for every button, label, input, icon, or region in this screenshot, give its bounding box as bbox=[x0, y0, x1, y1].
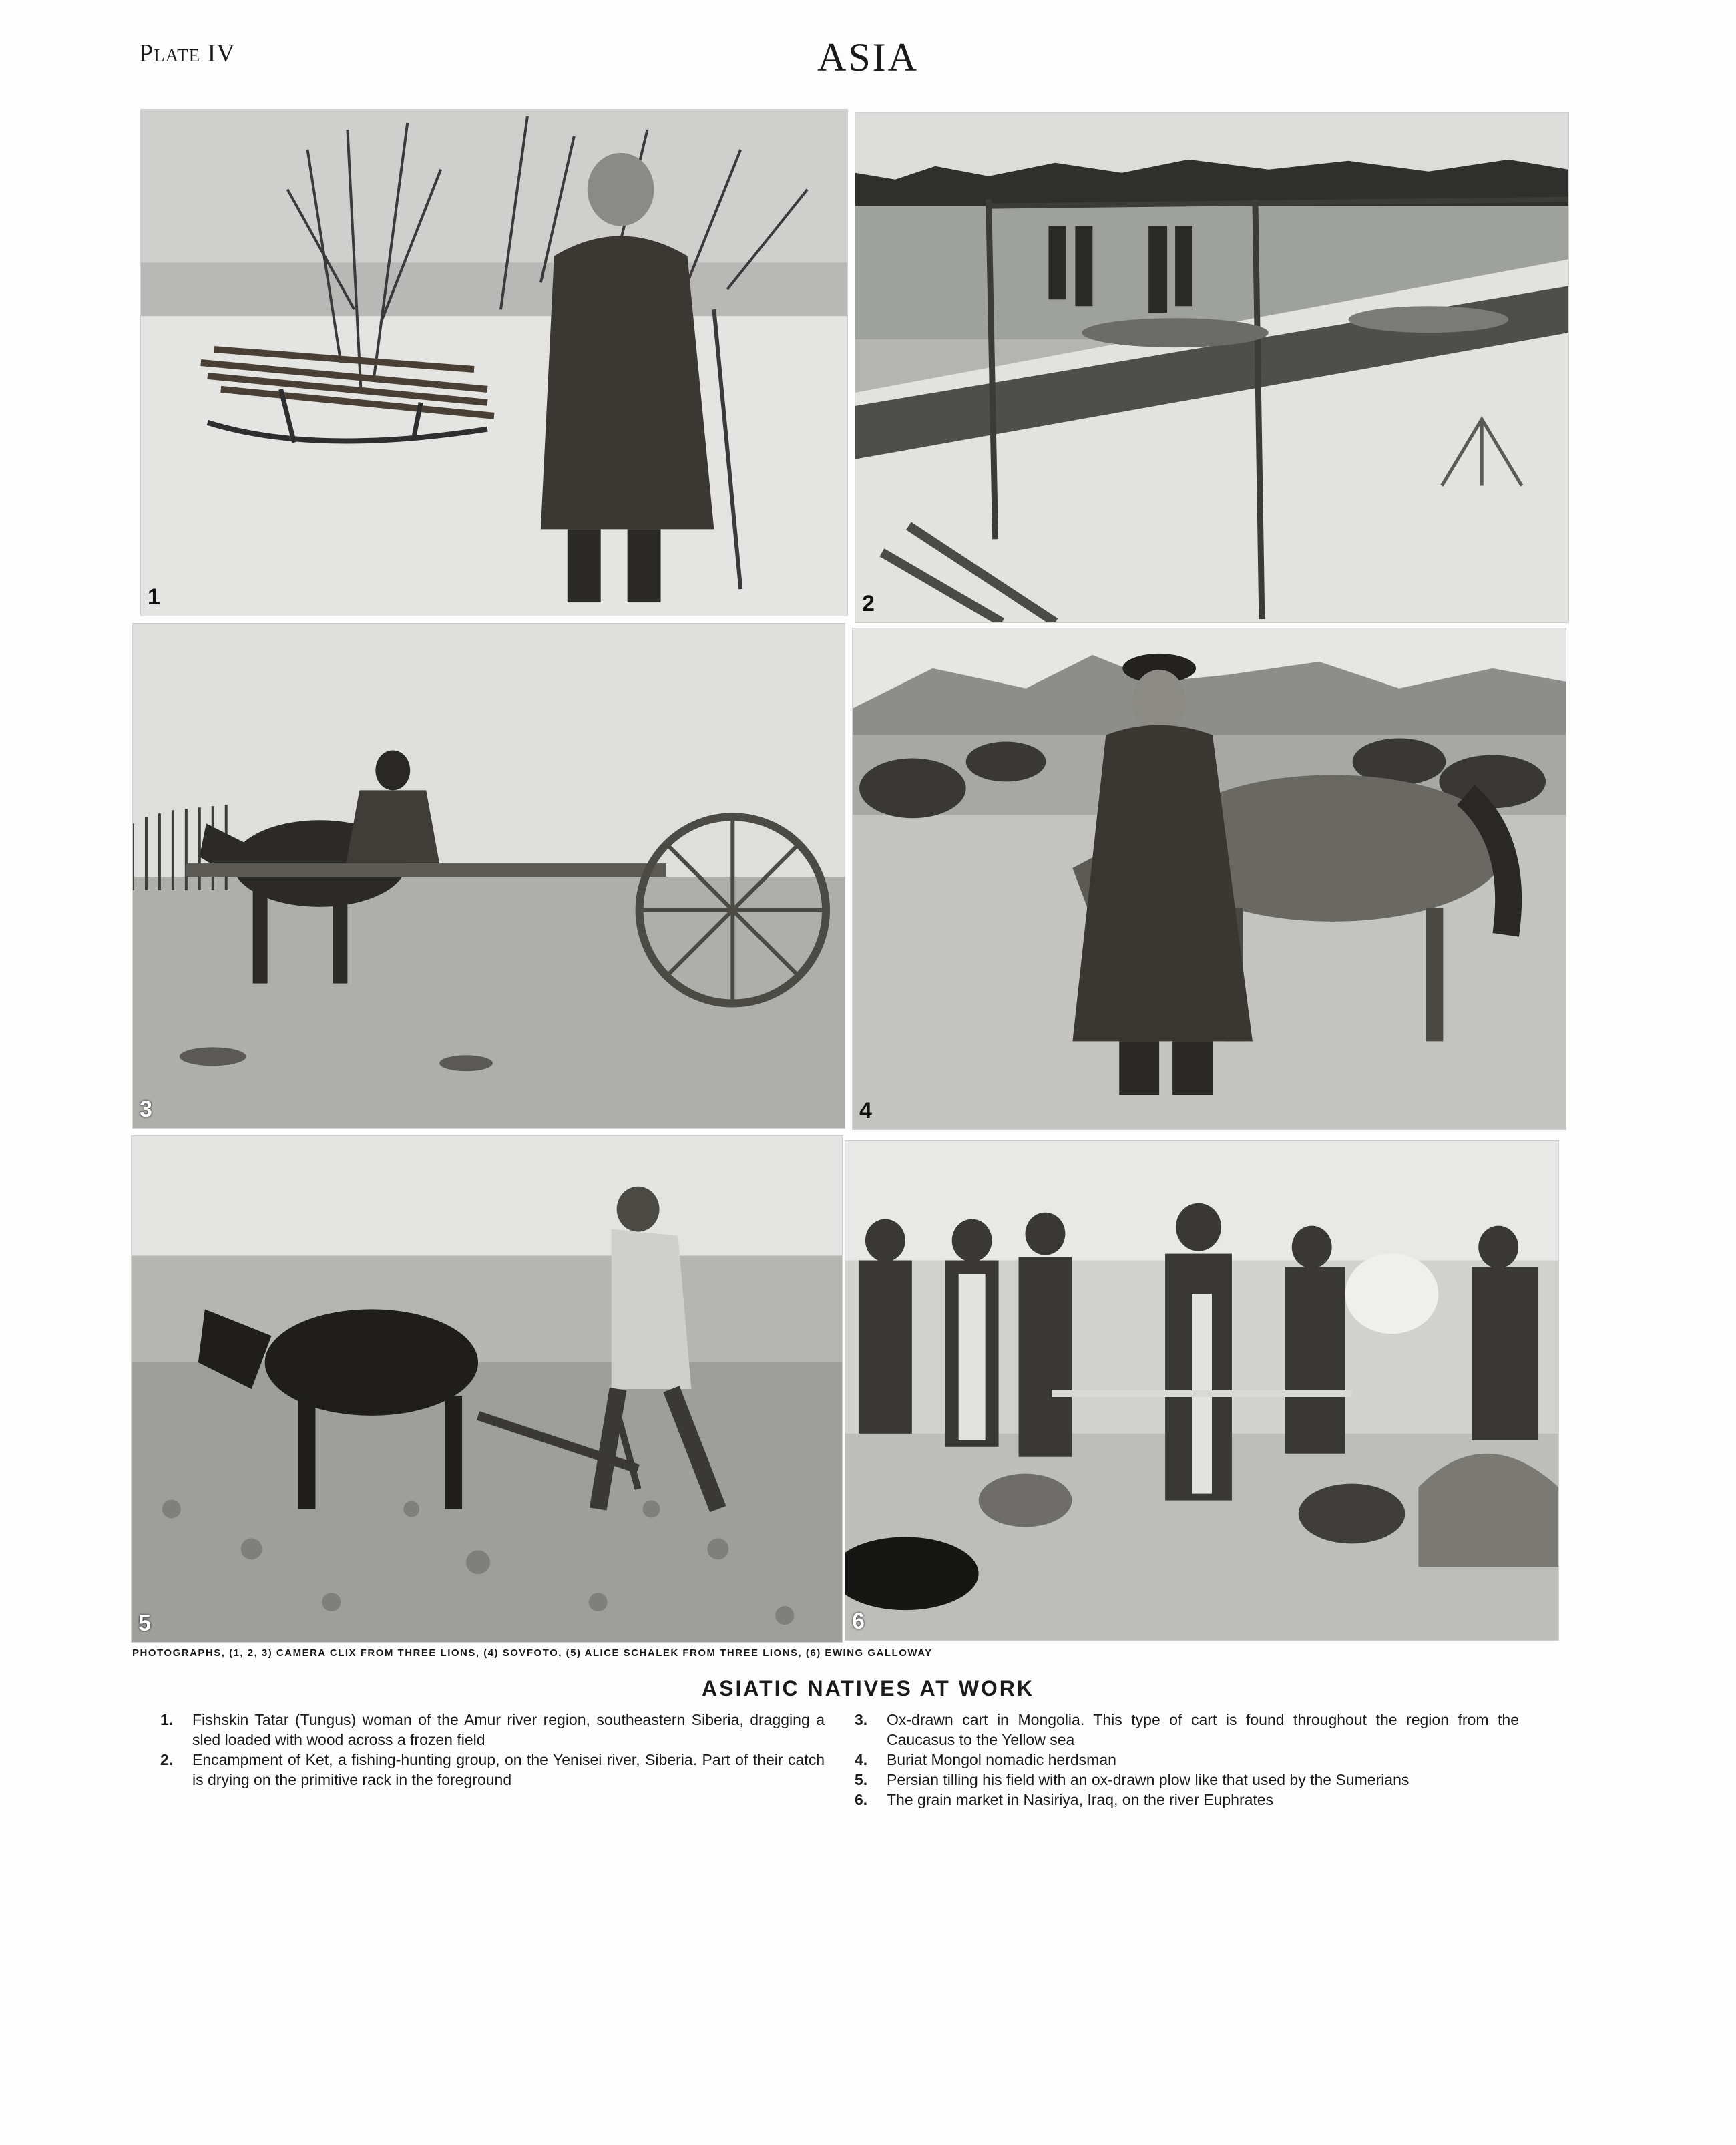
photo-number: 1 bbox=[148, 584, 160, 610]
page-title: ASIA bbox=[817, 35, 919, 79]
captions-right-column bbox=[855, 1710, 1519, 1810]
captions-left-column bbox=[160, 1710, 825, 1790]
caption-item bbox=[855, 1710, 1519, 1750]
caption-item bbox=[160, 1710, 825, 1750]
photo-1 bbox=[140, 109, 848, 616]
photo-6-image bbox=[845, 1141, 1558, 1640]
caption-item bbox=[855, 1750, 1519, 1770]
caption-item bbox=[160, 1750, 825, 1790]
caption-text: The grain market in Nasiriya, Iraq, on the river Euphrates bbox=[887, 1791, 1274, 1808]
caption-item bbox=[855, 1770, 1519, 1790]
photo-2 bbox=[855, 112, 1569, 623]
caption-item bbox=[855, 1790, 1519, 1810]
photo-4-image bbox=[853, 628, 1566, 1129]
caption-text: Persian tilling his field with an ox-drawn plow like that used by the Sumerians bbox=[887, 1771, 1409, 1788]
caption-text: Buriat Mongol nomadic herdsman bbox=[887, 1751, 1116, 1768]
photo-number: 4 bbox=[859, 1098, 872, 1123]
photo-3-image bbox=[133, 624, 845, 1128]
photo-2-image bbox=[855, 113, 1568, 622]
photo-6 bbox=[845, 1140, 1559, 1641]
photo-credits: PHOTOGRAPHS, (1, 2, 3) CAMERA CLIX FROM THREE LIONS, (4) SOVFOTO, (5) ALICE SCHALEK FROM THREE LIONS, (6) EWING GALLOWAY bbox=[132, 1647, 933, 1659]
photo-number: 3 bbox=[140, 1097, 152, 1122]
photo-5-image bbox=[132, 1136, 842, 1642]
caption-number: 3. bbox=[855, 1711, 868, 1728]
caption-text: Fishskin Tatar (Tungus) woman of the Amur river region, southeastern Siberia, dragging a sled loaded with wood across a frozen field bbox=[192, 1711, 825, 1748]
photo-4 bbox=[852, 628, 1566, 1130]
caption-number: 2. bbox=[160, 1751, 174, 1768]
photo-3 bbox=[132, 623, 845, 1129]
plate-label: Plate IV bbox=[139, 39, 236, 67]
photo-number: 2 bbox=[862, 591, 875, 616]
caption-number: 4. bbox=[855, 1751, 868, 1768]
caption-text: Encampment of Ket, a fishing-hunting group, on the Yenisei river, Siberia. Part of their catch is drying on the primitive rack in the foreground bbox=[192, 1751, 825, 1788]
caption-number: 1. bbox=[160, 1711, 174, 1728]
photo-5 bbox=[131, 1135, 843, 1643]
section-title: ASIATIC NATIVES AT WORK bbox=[701, 1676, 1034, 1700]
caption-text: Ox-drawn cart in Mongolia. This type of cart is found throughout the region from the Caucasus to the Yellow sea bbox=[887, 1711, 1519, 1748]
photo-number: 6 bbox=[852, 1609, 865, 1634]
photo-number: 5 bbox=[138, 1611, 151, 1636]
photo-1-image bbox=[141, 110, 847, 616]
caption-number: 6. bbox=[855, 1791, 868, 1808]
caption-number: 5. bbox=[855, 1771, 868, 1788]
